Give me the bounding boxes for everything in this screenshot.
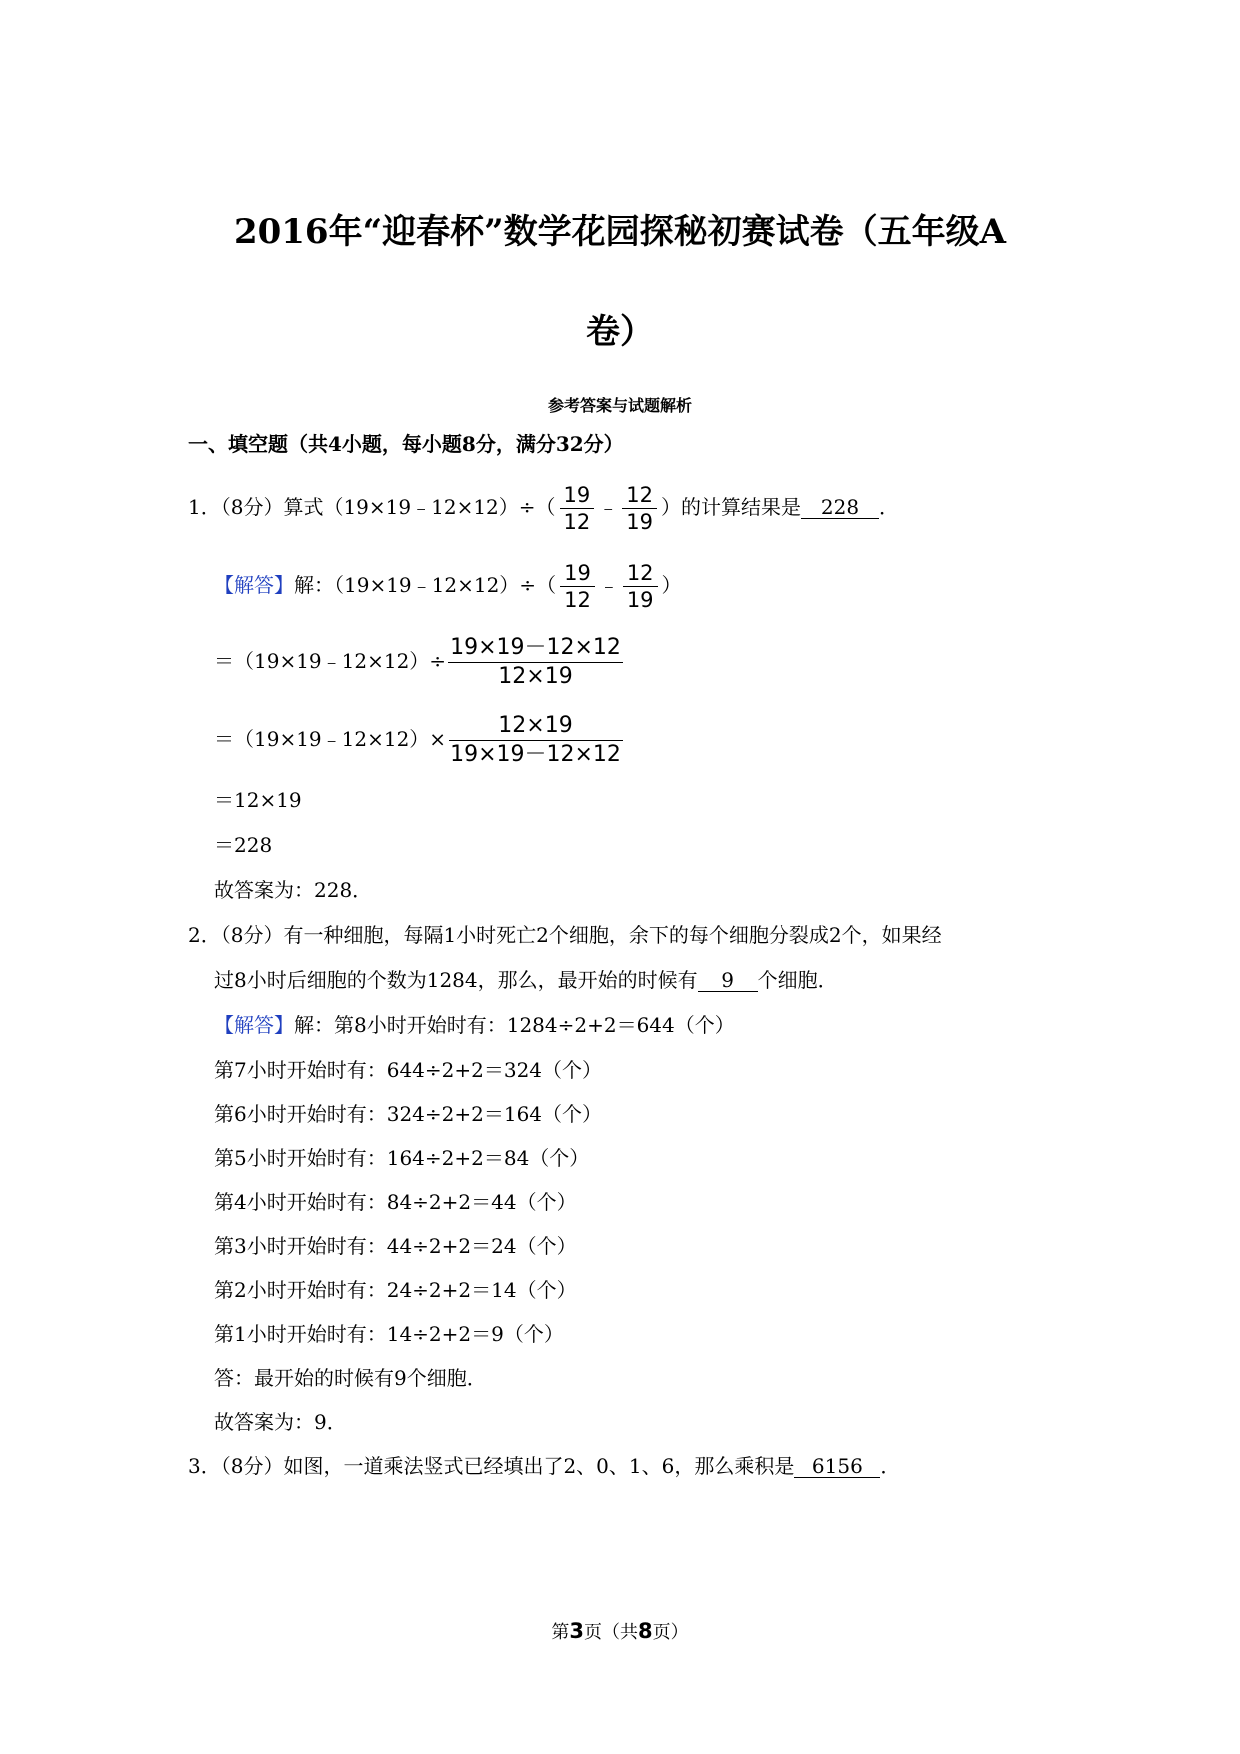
q2-step: 第7小时开始时有：644÷2+2＝324（个） [214,1058,603,1082]
question-text: 过8小时后细胞的个数为1284，那么，最开始的时候有 [214,968,698,992]
question-text-tail: 个细胞． [757,968,838,992]
denominator: 12 [563,510,591,534]
q1-solution [214,560,682,613]
q2-step: 第5小时开始时有：164÷2+2＝84（个） [214,1146,590,1170]
question-number: 2． [188,923,221,947]
solution-text: 解：（19×19﹣12×12）÷（ [294,573,557,597]
question-text: （8分）如图，一道乘法竖式已经填出了2、0、1、6，那么乘积是 [220,1454,795,1478]
q1-step-4: ＝228 [214,833,273,857]
fraction-12-19 [623,560,658,613]
denominator: 19 [626,588,654,612]
numerator: 19 [560,482,595,509]
period: ． [879,495,899,519]
step-text: ＝（19×19﹣12×12）÷ [214,649,447,673]
total-pages: 8 [638,1619,653,1643]
solution-tag: 【解答】 [214,573,294,597]
title-line-1: 2016年“迎春杯”数学花园探秘初赛试卷（五年级A [233,212,1007,252]
question-text: （8分）有一种细胞，每隔1小时死亡2个细胞，余下的每个细胞分裂成2个，如果经 [220,923,942,947]
close-paren: ） [661,573,682,597]
denominator: 19 [626,510,653,534]
q2-step: 第6小时开始时有：324÷2+2＝164（个） [214,1102,603,1126]
minus-sign: ﹣ [598,495,619,519]
question-number: 1． [188,495,221,519]
answer-blank: 9 [698,969,758,992]
numerator: 12 [623,560,658,587]
q1-final: 故答案为：228． [214,878,373,902]
period: ． [880,1454,901,1478]
page-footer [0,1618,1240,1644]
question-number: 3． [188,1454,221,1478]
fraction-12-19 [622,482,657,535]
step-text: ＝（19×19﹣12×12）× [214,727,447,751]
q2-solution [214,1011,735,1039]
solution-text: 解：第8小时开始时有：1284÷2+2＝644（个） [294,1013,735,1037]
q2-step: 第3小时开始时有：44÷2+2＝24（个） [214,1234,577,1258]
section-heading: 一、填空题（共4小题，每小题8分，满分32分） [188,432,624,456]
question-3 [188,1452,900,1480]
q1-step-2 [214,712,623,769]
denominator: 12 [564,588,591,612]
numerator: 12 [622,482,657,509]
q2-conclusion: 答：最开始的时候有9个细胞． [214,1366,487,1390]
fraction-19-12 [560,560,595,613]
title-line-2: 卷） [586,312,654,352]
footer-text: 第 [551,1622,570,1643]
subtitle: 参考答案与试题解析 [547,396,692,415]
q2-step: 第2小时开始时有：24÷2+2＝14（个） [214,1278,577,1302]
q1-step-3: ＝12×19 [214,788,302,812]
footer-text: 页（共 [584,1622,638,1643]
question-text-tail: ）的计算结果是 [661,495,801,519]
step-fraction [448,634,623,691]
footer-text: 页） [652,1622,689,1643]
fraction-19-12 [560,482,595,535]
answer-blank: 228 [801,496,879,519]
numerator: 12×19 [449,712,623,741]
solution-tag: 【解答】 [214,1013,294,1037]
q1-step-1 [214,634,623,691]
question-text: （8分）算式（19×19﹣12×12）÷（ [220,495,556,519]
page-number: 3 [569,1619,584,1643]
step-fraction [448,712,623,769]
question-2 [188,921,942,949]
q2-step: 第4小时开始时有：84÷2+2＝44（个） [214,1190,577,1214]
q2-step: 第1小时开始时有：14÷2+2＝9（个） [214,1322,564,1346]
q2-final: 故答案为：9． [214,1410,347,1434]
denominator: 12×19 [498,664,573,689]
numerator: 19×19－12×12 [448,634,623,663]
denominator: 19×19－12×12 [450,742,621,767]
minus-sign: ﹣ [598,573,619,597]
question-1 [188,482,899,535]
answer-blank: 6156 [794,1455,880,1478]
numerator: 19 [560,560,595,587]
question-2-line-2 [214,966,838,994]
